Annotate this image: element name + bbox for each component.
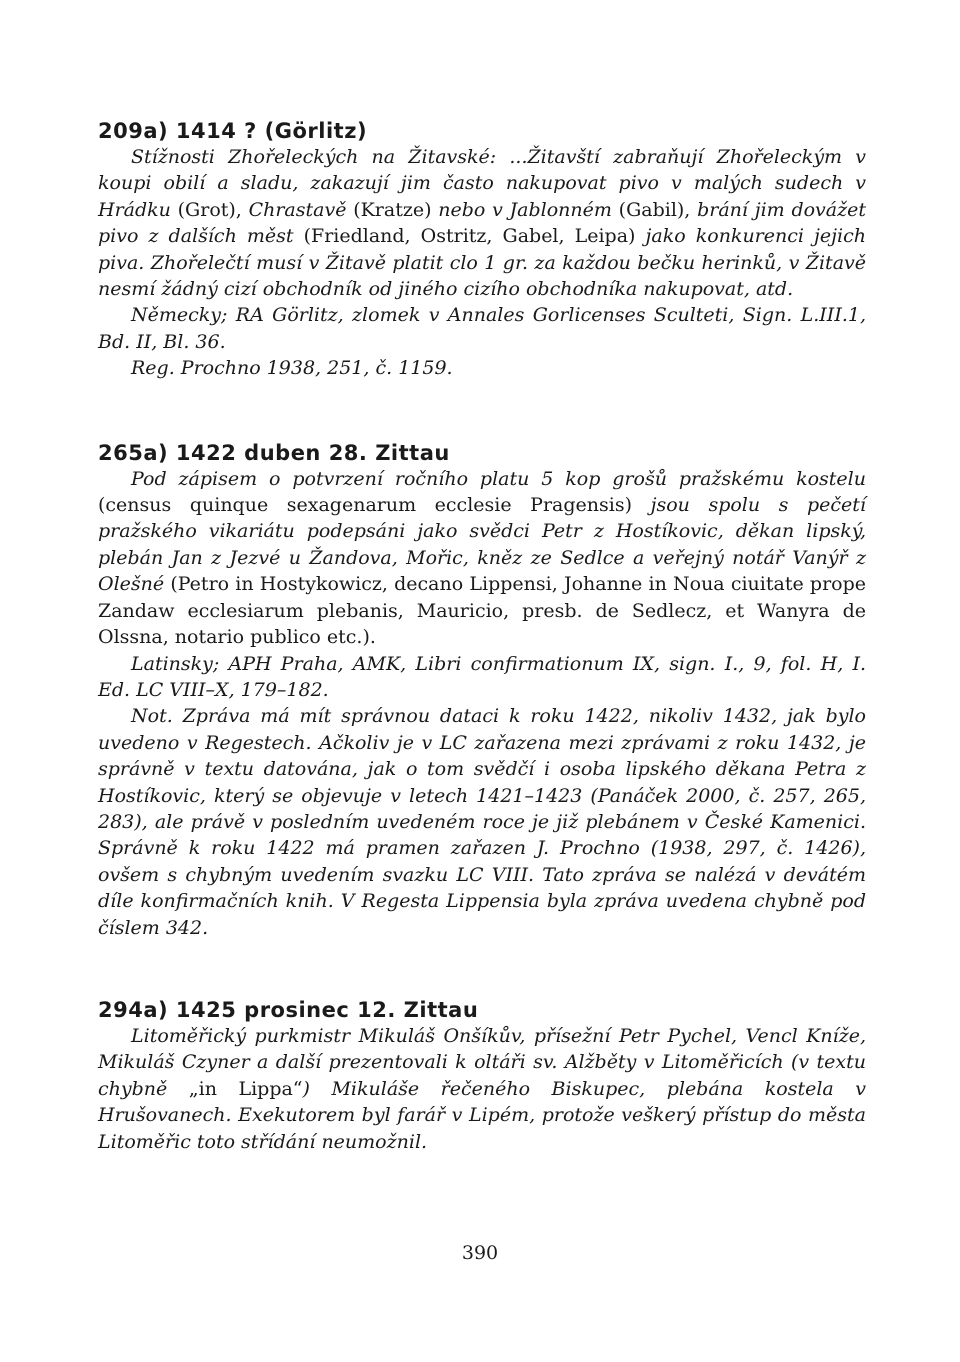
entry-paragraph [98, 651, 866, 704]
document-body [98, 118, 866, 1207]
entry-heading: 209a) 1414 ? (Görlitz) [98, 119, 368, 143]
text-span: Chrastavě [248, 198, 354, 221]
page-number: 390 [461, 1242, 499, 1264]
entry-heading: 265a) 1422 duben 28. Zittau [98, 440, 450, 465]
text-span: Německy; RA Görlitz, zlomek v Annales Gorlicenses Sculteti, Sign. L.III.1, Bd. II, Bl. 36. [98, 304, 866, 353]
entry-paragraph [98, 355, 866, 381]
text-span: „in Lippa“ [188, 1077, 303, 1100]
text-span: Stížnosti Zhořeleckých na Žitavské: ...Žitavští zabraňují Zhořeleckým v koupi obilí a sladu, zakazují jim často nakupovat pivo v malých sudech v Hrádku [98, 146, 866, 221]
text-span: brání jim dovážet pivo z dalších měst [98, 198, 866, 248]
entry-294a [98, 997, 866, 1155]
text-span: jako konkurenci jejich piva. Zhořelečtí musí v Žitavě platit clo 1 gr. za každou bečku herinků, v Žitavě nesmí žádný cizí obchodník od jiného cizího obchodníka nakupovat, atd. [98, 225, 867, 301]
entry-paragraph [98, 1023, 866, 1155]
text-span: (Grot), [177, 198, 249, 221]
text-span: (Gabil), [618, 198, 698, 221]
text-span: Not. Zpráva má mít správnou dataci k roku 1422, nikoliv 1432, jak bylo uvedeno v Regestech. Ačkoliv je v LC zařazena mezi zprávami z roku 1432, je správně v textu datována, jak o tom svědčí i osoba lipského děkana Petra z Hostíkovic, který se objevuje v letech 1421–1423 (Panáček 2000, č. 257, 265, 283), ale právě v posledním uvedeném roce je již plebánem v České Kamenici. Správně k roku 1422 má pramen zařazen J. Prochno (1938, 297, č. 1426), ovšem s chybným uvedením svazku LC VIII. Tato zpráva se nalézá v devátém díle konfirmačních knih. V Regesta Lippensia byla zpráva uvedena chybně pod číslem 342. [98, 705, 866, 939]
text-span: Latinsky; APH Praha, AMK, Libri confirmationum IX, sign. I., 9, fol. H, I. Ed. LC VIII–X, 179–182. [98, 652, 866, 701]
text-span: Litoměřický purkmistr Mikuláš Onšíkův, přísežní Petr Pychel, Vencl Kníže, Mikuláš Czyner a další prezentovali k oltáři sv. Alžběty v Litoměřicích (v textu chybně [98, 1024, 866, 1100]
text-span: (census quinque sexagenarum ecclesie Pragensis) [98, 494, 651, 517]
text-span: (Petro in Hostykowicz, decano Lippensi, Johanne in Noua ciuitate prope Zandaw ecclesiarum plebanis, Mauricio, presb. de Sedlecz, et Wanyra de Olssna, notario publico etc.). [98, 573, 867, 649]
entry-paragraph [98, 302, 866, 355]
entry-paragraph [98, 466, 866, 651]
text-span: Reg. Prochno 1938, 251, č. 1159. [131, 357, 453, 380]
text-span: Pod zápisem o potvrzení ročního platu 5 kop grošů pražskému kostelu [131, 467, 866, 490]
text-span: nebo v Jablonném [438, 198, 619, 221]
text-span: jsou spolu s pečetí pražského vikariátu podepsáni jako svědci Petr z Hostíkovic, děkan lipský, plebán Jan z Jezvé u Žandova, Mořic, kněz ze Sedlce a veřejný notář Vanýř z Olešné [98, 494, 867, 596]
text-span: (Friedland, Ostritz, Gabel, Leipa) [303, 225, 646, 248]
entry-paragraph [98, 144, 866, 302]
entry-paragraph [98, 703, 866, 941]
entry-heading: 294a) 1425 prosinec 12. Zittau [98, 997, 479, 1022]
text-span: ) Mikuláše řečeného Biskupec, plebána kostela v Hrušovanech. Exekutorem byl farář v Lipém, protože veškerý přístup do města Litoměřic toto střídání neumožnil. [98, 1077, 866, 1153]
text-span: (Kratze) [353, 198, 439, 221]
entry-209a [98, 118, 866, 382]
entry-265a [98, 440, 866, 941]
